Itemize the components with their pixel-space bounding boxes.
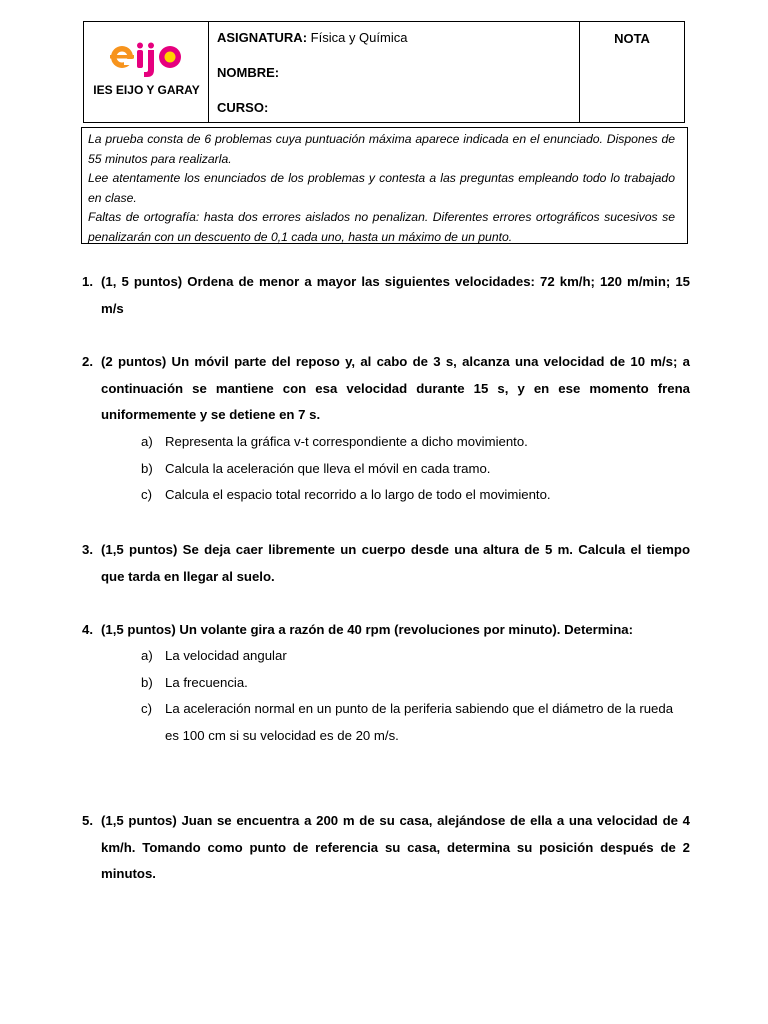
question-1 (82, 269, 690, 322)
question-2 (82, 349, 690, 429)
question-number: 5. (82, 813, 93, 828)
question-text: (2 puntos) Un móvil parte del reposo y, al cabo de 3 s, alcanza una velocidad de 10 m/s; a continuación se mantiene con esa velocidad durante 15 s, y en ese momento frena uniformemente y se detiene en 7 s. (101, 354, 690, 423)
question-text: (1,5 puntos) Juan se encuentra a 200 m de su casa, alejándose de ella a una velocidad de 4 km/h. Tomando como punto de referencia su casa, determina su posición después de 2 minutos. (101, 813, 690, 882)
question-text: (1,5 puntos) Se deja caer libremente un cuerpo desde una altura de 5 m. Calcula el tiempo que tarda en llegar al suelo. (101, 542, 690, 584)
subquestion-letter: b) (141, 674, 153, 690)
subquestion-text: Calcula la aceleración que lleva el móvil en cada tramo. (165, 460, 491, 476)
school-logo-cell (84, 22, 209, 122)
question-number: 3. (82, 542, 93, 557)
question-number: 4. (82, 622, 93, 637)
grade-label: NOTA (614, 31, 650, 46)
grade-cell (580, 22, 684, 122)
subquestion-letter: c) (141, 487, 152, 503)
question-2-items (141, 429, 681, 509)
subquestion-letter: c) (141, 701, 152, 717)
question-text: (1, 5 puntos) Ordena de menor a mayor las siguientes velocidades: 72 km/h; 120 m/min; 15 m/s (101, 274, 690, 316)
subquestion (141, 429, 681, 456)
course-label: CURSO: (217, 100, 269, 115)
subquestion-text: La velocidad angular (165, 648, 287, 663)
name-field (217, 65, 279, 80)
subquestion-text: Calcula el espacio total recorrido a lo largo de todo el movimiento. (165, 487, 551, 503)
subquestion (141, 482, 681, 509)
question-5 (82, 808, 690, 888)
question-3 (82, 537, 690, 590)
subquestion (141, 696, 681, 749)
instruction-paragraph: La prueba consta de 6 problemas cuya puntuación máxima aparece indicada en el enunciado. Dispones de 55 minutos para realizarla. (88, 132, 675, 166)
name-label: NOMBRE: (217, 65, 280, 80)
subject-label: ASIGNATURA: (217, 30, 308, 45)
question-4 (82, 617, 690, 644)
subquestion-letter: a) (141, 648, 153, 663)
subquestion-text: La frecuencia. (165, 674, 248, 690)
question-number: 1. (82, 274, 93, 289)
question-text: (1,5 puntos) Un volante gira a razón de 40 rpm (revoluciones por minuto). Determina: (101, 622, 633, 637)
subject-field (217, 30, 407, 45)
subquestion-letter: a) (141, 434, 153, 449)
subquestion-text: La aceleración normal en un punto de la periferia sabiendo que el diámetro de la rueda es 100 cm si su velocidad es de 20 m/s. (165, 701, 674, 743)
subquestion (141, 456, 681, 483)
instruction-paragraph: Faltas de ortografía: hasta dos errores aislados no penalizan. Diferentes errores ortográficos sucesivos se penalizarán con un descuento de 0,1 cada uno, hasta un máximo de un punto. (88, 210, 675, 244)
subquestion (141, 643, 681, 670)
subquestion-letter: b) (141, 460, 153, 476)
subquestion-text: Representa la gráfica v-t correspondiente a dicho movimiento. (165, 434, 528, 449)
exam-header (83, 21, 685, 123)
course-field (217, 100, 268, 115)
instructions-box (81, 127, 688, 244)
subquestion (141, 670, 681, 697)
subject-cell (209, 22, 580, 122)
school-name: IES EIJO Y GARAY (93, 83, 200, 97)
instruction-paragraph: Lee atentamente los enunciados de los problemas y contesta a las preguntas empleando todo lo trabajado en clase. (88, 171, 675, 205)
question-number: 2. (82, 354, 93, 369)
question-4-items (141, 643, 681, 749)
subject-value: Física y Química (310, 30, 408, 45)
school-logo (108, 42, 186, 78)
